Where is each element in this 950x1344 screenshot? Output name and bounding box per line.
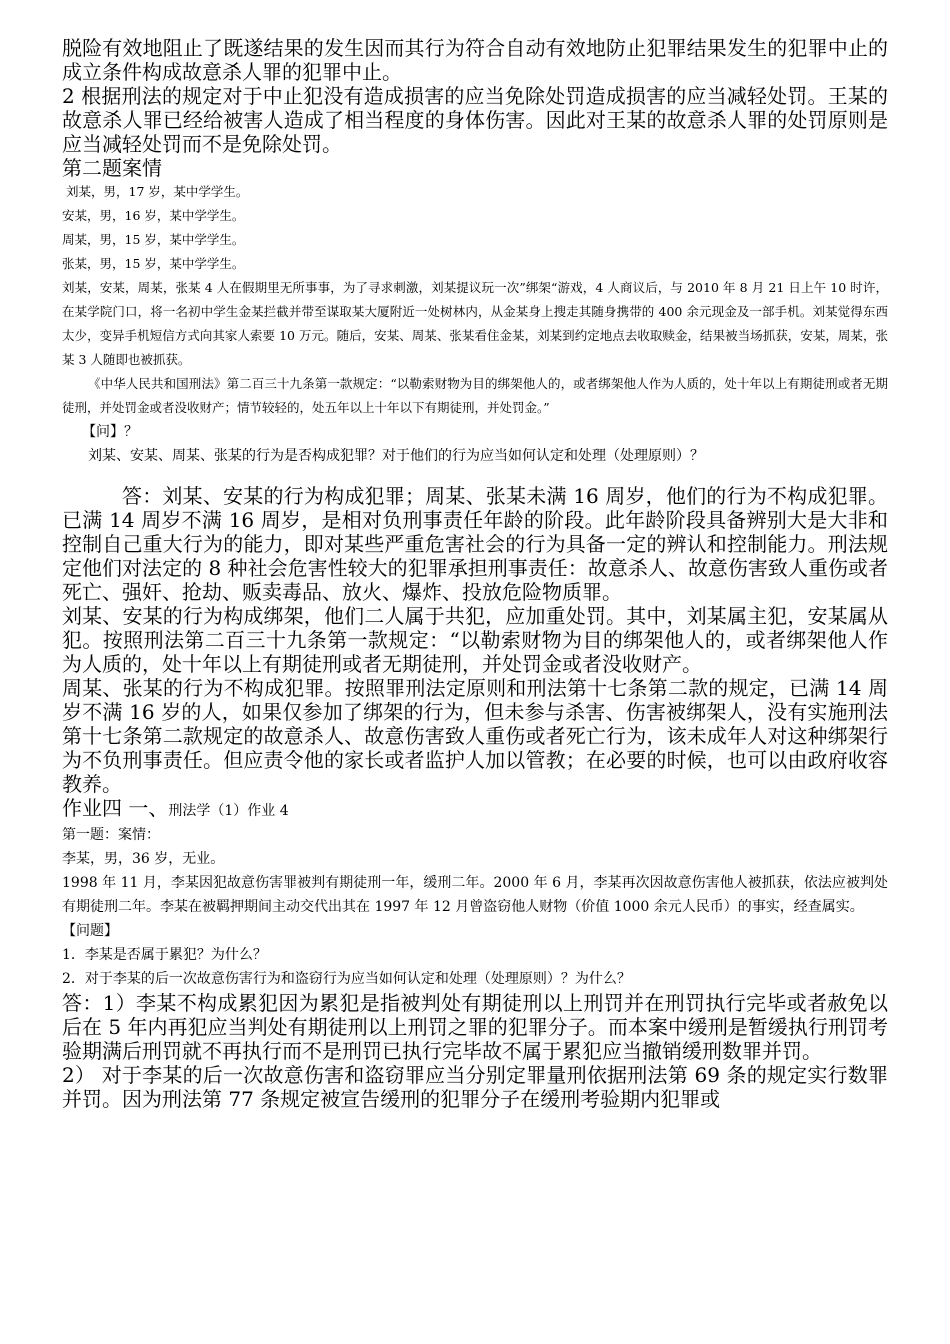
assignment-subtitle: 刑法学（1）作业 4 xyxy=(168,803,289,819)
answer-paragraph: 周某、张某的行为不构成犯罪。按照罪刑法定原则和刑法第十七条第二款的规定，已满 14 周岁不满 16 岁的人，如果仅参加了绑架的行为，但未参与杀害、伤害被绑架人，没有实施刑法第十七条第二款规定的故意杀人、故意伤害致人重伤或者死亡行为，该未成年人对这种绑架行为不负刑事责任。但应责令他的家长或者监护人加以管教；在必要的时候，也可以由政府收容教养。 xyxy=(62,676,888,796)
question-item: 1．李某是否属于累犯？为什么？ xyxy=(62,947,267,963)
answer-paragraph: 2） 对于李某的后一次故意伤害和盗窃罪应当分别定罪量刑依据刑法第 69 条的规定实行数罪并罚。因为刑法第 77 条规定被宣告缓刑的犯罪分子在缓刑考验期内犯罪或 xyxy=(62,1063,888,1111)
document-page xyxy=(62,36,888,1111)
question-heading: 【问】？ xyxy=(82,424,138,440)
answer-paragraph: 答：1）李某不构成累犯因为累犯是指被判处有期徒刑以上刑罚并在刑罚执行完毕或者赦免以后在 5 年内再犯应当判处有期徒刑以上刑罚之罪的犯罪分子。而本案中缓刑是暂缓执行刑罚考验期满后刑罚就不再执行而不是刑罚已执行完毕故不属于累犯应当撤销缓刑数罪并罚。 xyxy=(62,991,888,1063)
person-line: 刘某，男，17 岁，某中学学生。 xyxy=(66,184,249,199)
case-facts: 1998 年 11 月，李某因犯故意伤害罪被判有期徒刑一年，缓刑二年。2000 年 6 月，李某再次因故意伤害他人被抓获，依法应被判处有期徒刑二年。李某在被羁押期间主动交代出其在 1997 年 12 月曾盗窃他人财物（价值 1000 余元人民币）的事实，经查属实。 xyxy=(62,875,888,915)
assignment-label: 作业四 一、 xyxy=(62,796,169,820)
question-text: 刘某、安某、周某、张某的行为是否构成犯罪？对于他们的行为应当如何认定和处理（处理原则）？ xyxy=(88,448,704,464)
case-heading: 第一题：案情： xyxy=(62,827,160,843)
paragraph: 2 根据刑法的规定对于中止犯没有造成损害的应当免除处罚造成损害的应当减轻处罚。王某的故意杀人罪已经给被害人造成了相当程度的身体伤害。因此对王某的故意杀人罪的处罚原则是应当减轻处罚而不是免除处罚。 xyxy=(62,84,888,156)
person-line: 周某，男，15 岁，某中学学生。 xyxy=(62,232,245,247)
paragraph: 脱险有效地阻止了既遂结果的发生因而其行为符合自动有效地防止犯罪结果发生的犯罪中止的成立条件构成故意杀人罪的犯罪中止。 xyxy=(62,36,888,84)
question-heading: 【问题】 xyxy=(62,923,118,939)
law-citation: 《中华人民共和国刑法》第二百三十九条第一款规定：“以勒索财物为目的绑架他人的，或者绑架他人作为人质的，处十年以上有期徒刑或者无期徒刑，并处罚金或者没收财产；情节较轻的，处五年以上十年以下有期徒刑，并处罚金。” xyxy=(62,376,888,415)
person-line: 张某，男，15 岁，某中学学生。 xyxy=(62,256,245,271)
spacer xyxy=(62,468,888,484)
section-heading: 第二题案情 xyxy=(62,156,162,180)
person-line: 李某，男，36 岁，无业。 xyxy=(62,851,225,867)
answer-paragraph: 刘某、安某的行为构成绑架，他们二人属于共犯，应加重处罚。其中，刘某属主犯，安某属从犯。按照刑法第二百三十九条第一款规定：“以勒索财物为目的绑架他人的，或者绑架他人作为人质的，处十年以上有期徒刑或者无期徒刑，并处罚金或者没收财产。 xyxy=(62,604,888,676)
person-line: 安某，男，16 岁，某中学学生。 xyxy=(62,208,245,223)
answer-paragraph: 答：刘某、安某的行为构成犯罪；周某、张某未满 16 周岁，他们的行为不构成犯罪。已满 14 周岁不满 16 周岁，是相对负刑事责任年龄的阶段。此年龄阶段具备辨别大是大非和控制自己重大行为的能力，即对某些严重危害社会的行为具备一定的辨认和控制能力。刑法规定他们对法定的 8 种社会危害性较大的犯罪承担刑事责任：故意杀人、故意伤害致人重伤或者死亡、强奸、抢劫、贩卖毒品、放火、爆炸、投放危险物质罪。 xyxy=(62,484,888,604)
case-facts: 刘某，安某，周某，张某 4 人在假期里无所事事，为了寻求刺激，刘某提议玩一次”绑架“游戏，4 人商议后，与 2010 年 8 月 21 日上午 10 时许，在某学院门口，将一名初中学生金某拦截并带至谋取某大厦附近一处树林内，从金某身上搜走其随身携带的 400 余元现金及一部手机。刘某觉得东西太少，变异手机短信方式向其家人索要 10 万元。随后，安某、周某、张某看住金某，刘某到约定地点去收取赎金，结果被当场抓获，安某，周某，张某 3 人随即也被抓获。 xyxy=(62,280,888,367)
question-item: 2．对于李某的后一次故意伤害行为和盗窃行为应当如何认定和处理（处理原则）？为什么？ xyxy=(62,971,631,987)
assignment-heading xyxy=(62,796,888,823)
